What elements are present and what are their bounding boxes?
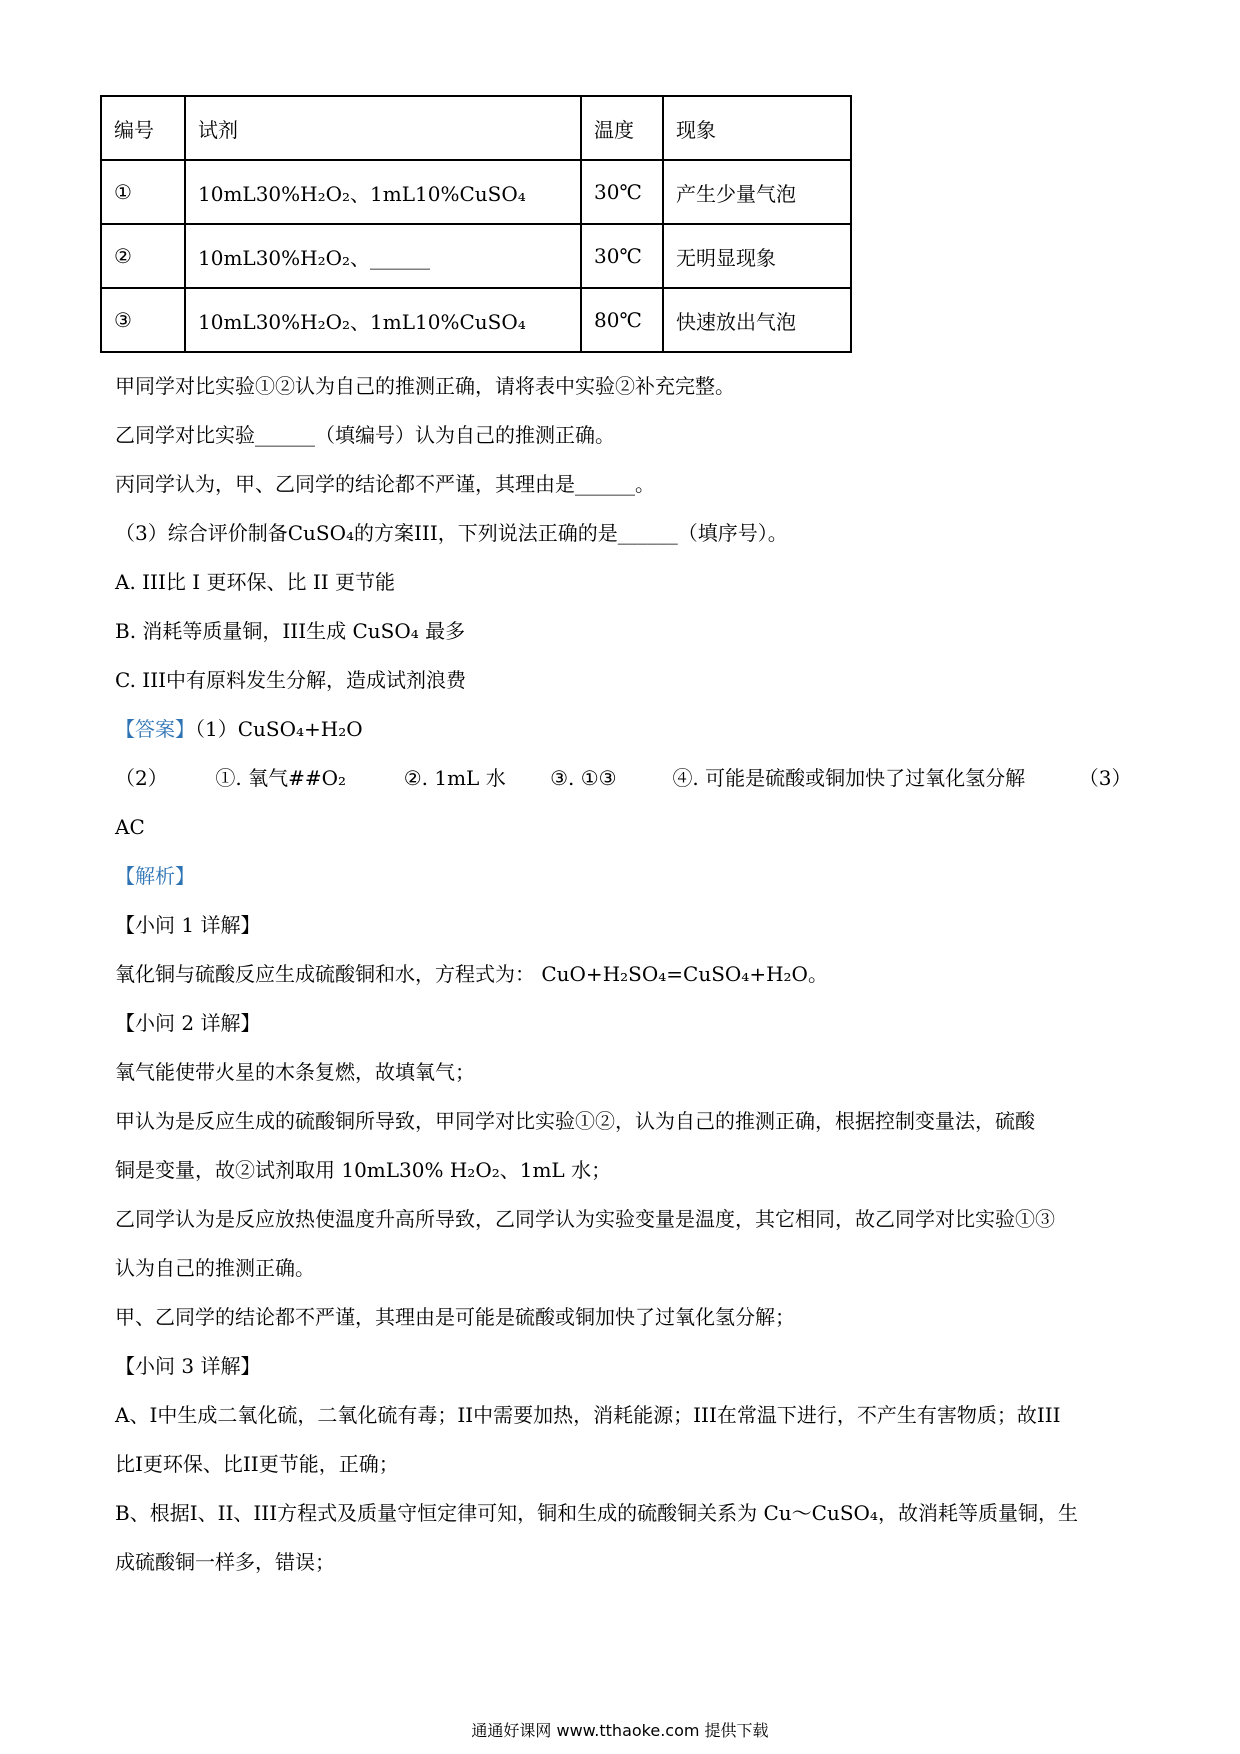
table-row (101, 224, 851, 288)
answer-2-c: ③. ①③ (550, 766, 617, 790)
cell-temperature: 30℃ (581, 224, 663, 288)
text-line: 乙同学认为是反应放热使温度升高所导致，乙同学认为实验变量是温度，其它相同，故乙同学对比实验①③ (115, 1207, 1055, 1231)
table-header-row (101, 96, 851, 160)
answer-label: 【答案】 (115, 717, 195, 741)
text-line: 比I更环保、比II更节能，正确； (115, 1452, 399, 1476)
option-b: B. 消耗等质量铜，III生成 CuSO₄ 最多 (115, 619, 466, 643)
text-line: 成硫酸铜一样多，错误； (115, 1550, 335, 1574)
text-line: A、I中生成二氧化硫，二氧化硫有毒；II中需要加热，消耗能源；III在常温下进行，不产生有害物质；故III (115, 1403, 1061, 1427)
text-line: 丙同学认为，甲、乙同学的结论都不严谨，其理由是______。 (115, 472, 655, 496)
cell-number: ③ (101, 288, 185, 352)
cell-reagent: 10mL30%H₂O₂、______ (185, 224, 581, 288)
cell-reagent: 10mL30%H₂O₂、1mL10%CuSO₄ (185, 160, 581, 224)
answer-3-number: （3） (1078, 766, 1132, 790)
text-line: 乙同学对比实验______（填编号）认为自己的推测正确。 (115, 423, 615, 447)
header-cell-reagent: 试剂 (185, 96, 581, 160)
answer-2-b: ②. 1mL 水 (403, 766, 506, 790)
cell-phenomenon: 快速放出气泡 (663, 288, 851, 352)
cell-phenomenon: 无明显现象 (663, 224, 851, 288)
header-cell-temperature: 温度 (581, 96, 663, 160)
question-3: （3）综合评价制备CuSO₄的方案III，下列说法正确的是______（填序号）。 (115, 521, 788, 545)
text-line: 铜是变量，故②试剂取用 10mL30% H₂O₂、1mL 水； (115, 1158, 612, 1182)
table-row (101, 160, 851, 224)
text-line: B、根据I、II、III方程式及质量守恒定律可知，铜和生成的硫酸铜关系为 Cu～CuSO₄，故消耗等质量铜，生 (115, 1501, 1078, 1525)
text-line: 氧气能使带火星的木条复燃，故填氧气； (115, 1060, 475, 1084)
header-cell-phenomenon: 现象 (663, 96, 851, 160)
q2-heading: 【小问 2 详解】 (115, 1011, 261, 1035)
option-c: C. III中有原料发生分解，造成试剂浪费 (115, 668, 467, 692)
table-row (101, 288, 851, 352)
answer-line-2 (115, 764, 1132, 792)
answer-2-a: ①. 氧气##O₂ (215, 766, 347, 790)
answer-2-number: （2） (115, 766, 168, 790)
cell-phenomenon: 产生少量气泡 (663, 160, 851, 224)
analysis-label: 【解析】 (115, 864, 195, 888)
cell-number: ① (101, 160, 185, 224)
footer-link[interactable]: 通通好课网 www.tthaoke.com 提供下载 (471, 1721, 769, 1740)
text-line: 认为自己的推测正确。 (115, 1256, 315, 1280)
cell-temperature: 30℃ (581, 160, 663, 224)
text-line: 甲、乙同学的结论都不严谨，其理由是可能是硫酸或铜加快了过氧化氢分解； (115, 1305, 795, 1329)
answer-line-1 (115, 715, 363, 743)
cell-reagent: 10mL30%H₂O₂、1mL10%CuSO₄ (185, 288, 581, 352)
q1-heading: 【小问 1 详解】 (115, 913, 261, 937)
answer-1: （1）CuSO₄+H₂O (195, 717, 363, 741)
cell-temperature: 80℃ (581, 288, 663, 352)
experiment-table (100, 95, 852, 353)
text-line: 甲同学对比实验①②认为自己的推测正确，请将表中实验②补充完整。 (115, 374, 735, 398)
option-a: A. III比 I 更环保、比 II 更节能 (115, 570, 395, 594)
text-line: 甲认为是反应生成的硫酸铜所导致，甲同学对比实验①②，认为自己的推测正确，根据控制变量法，硫酸 (115, 1109, 1035, 1133)
q3-heading: 【小问 3 详解】 (115, 1354, 261, 1378)
header-cell-number: 编号 (101, 96, 185, 160)
answer-3: AC (115, 815, 145, 839)
cell-number: ② (101, 224, 185, 288)
answer-2-d: ④. 可能是硫酸或铜加快了过氧化氢分解 (672, 766, 1026, 790)
text-line: 氧化铜与硫酸反应生成硫酸铜和水，方程式为： CuO+H₂SO₄=CuSO₄+H₂O。 (115, 962, 828, 986)
page-footer (0, 1718, 1240, 1741)
